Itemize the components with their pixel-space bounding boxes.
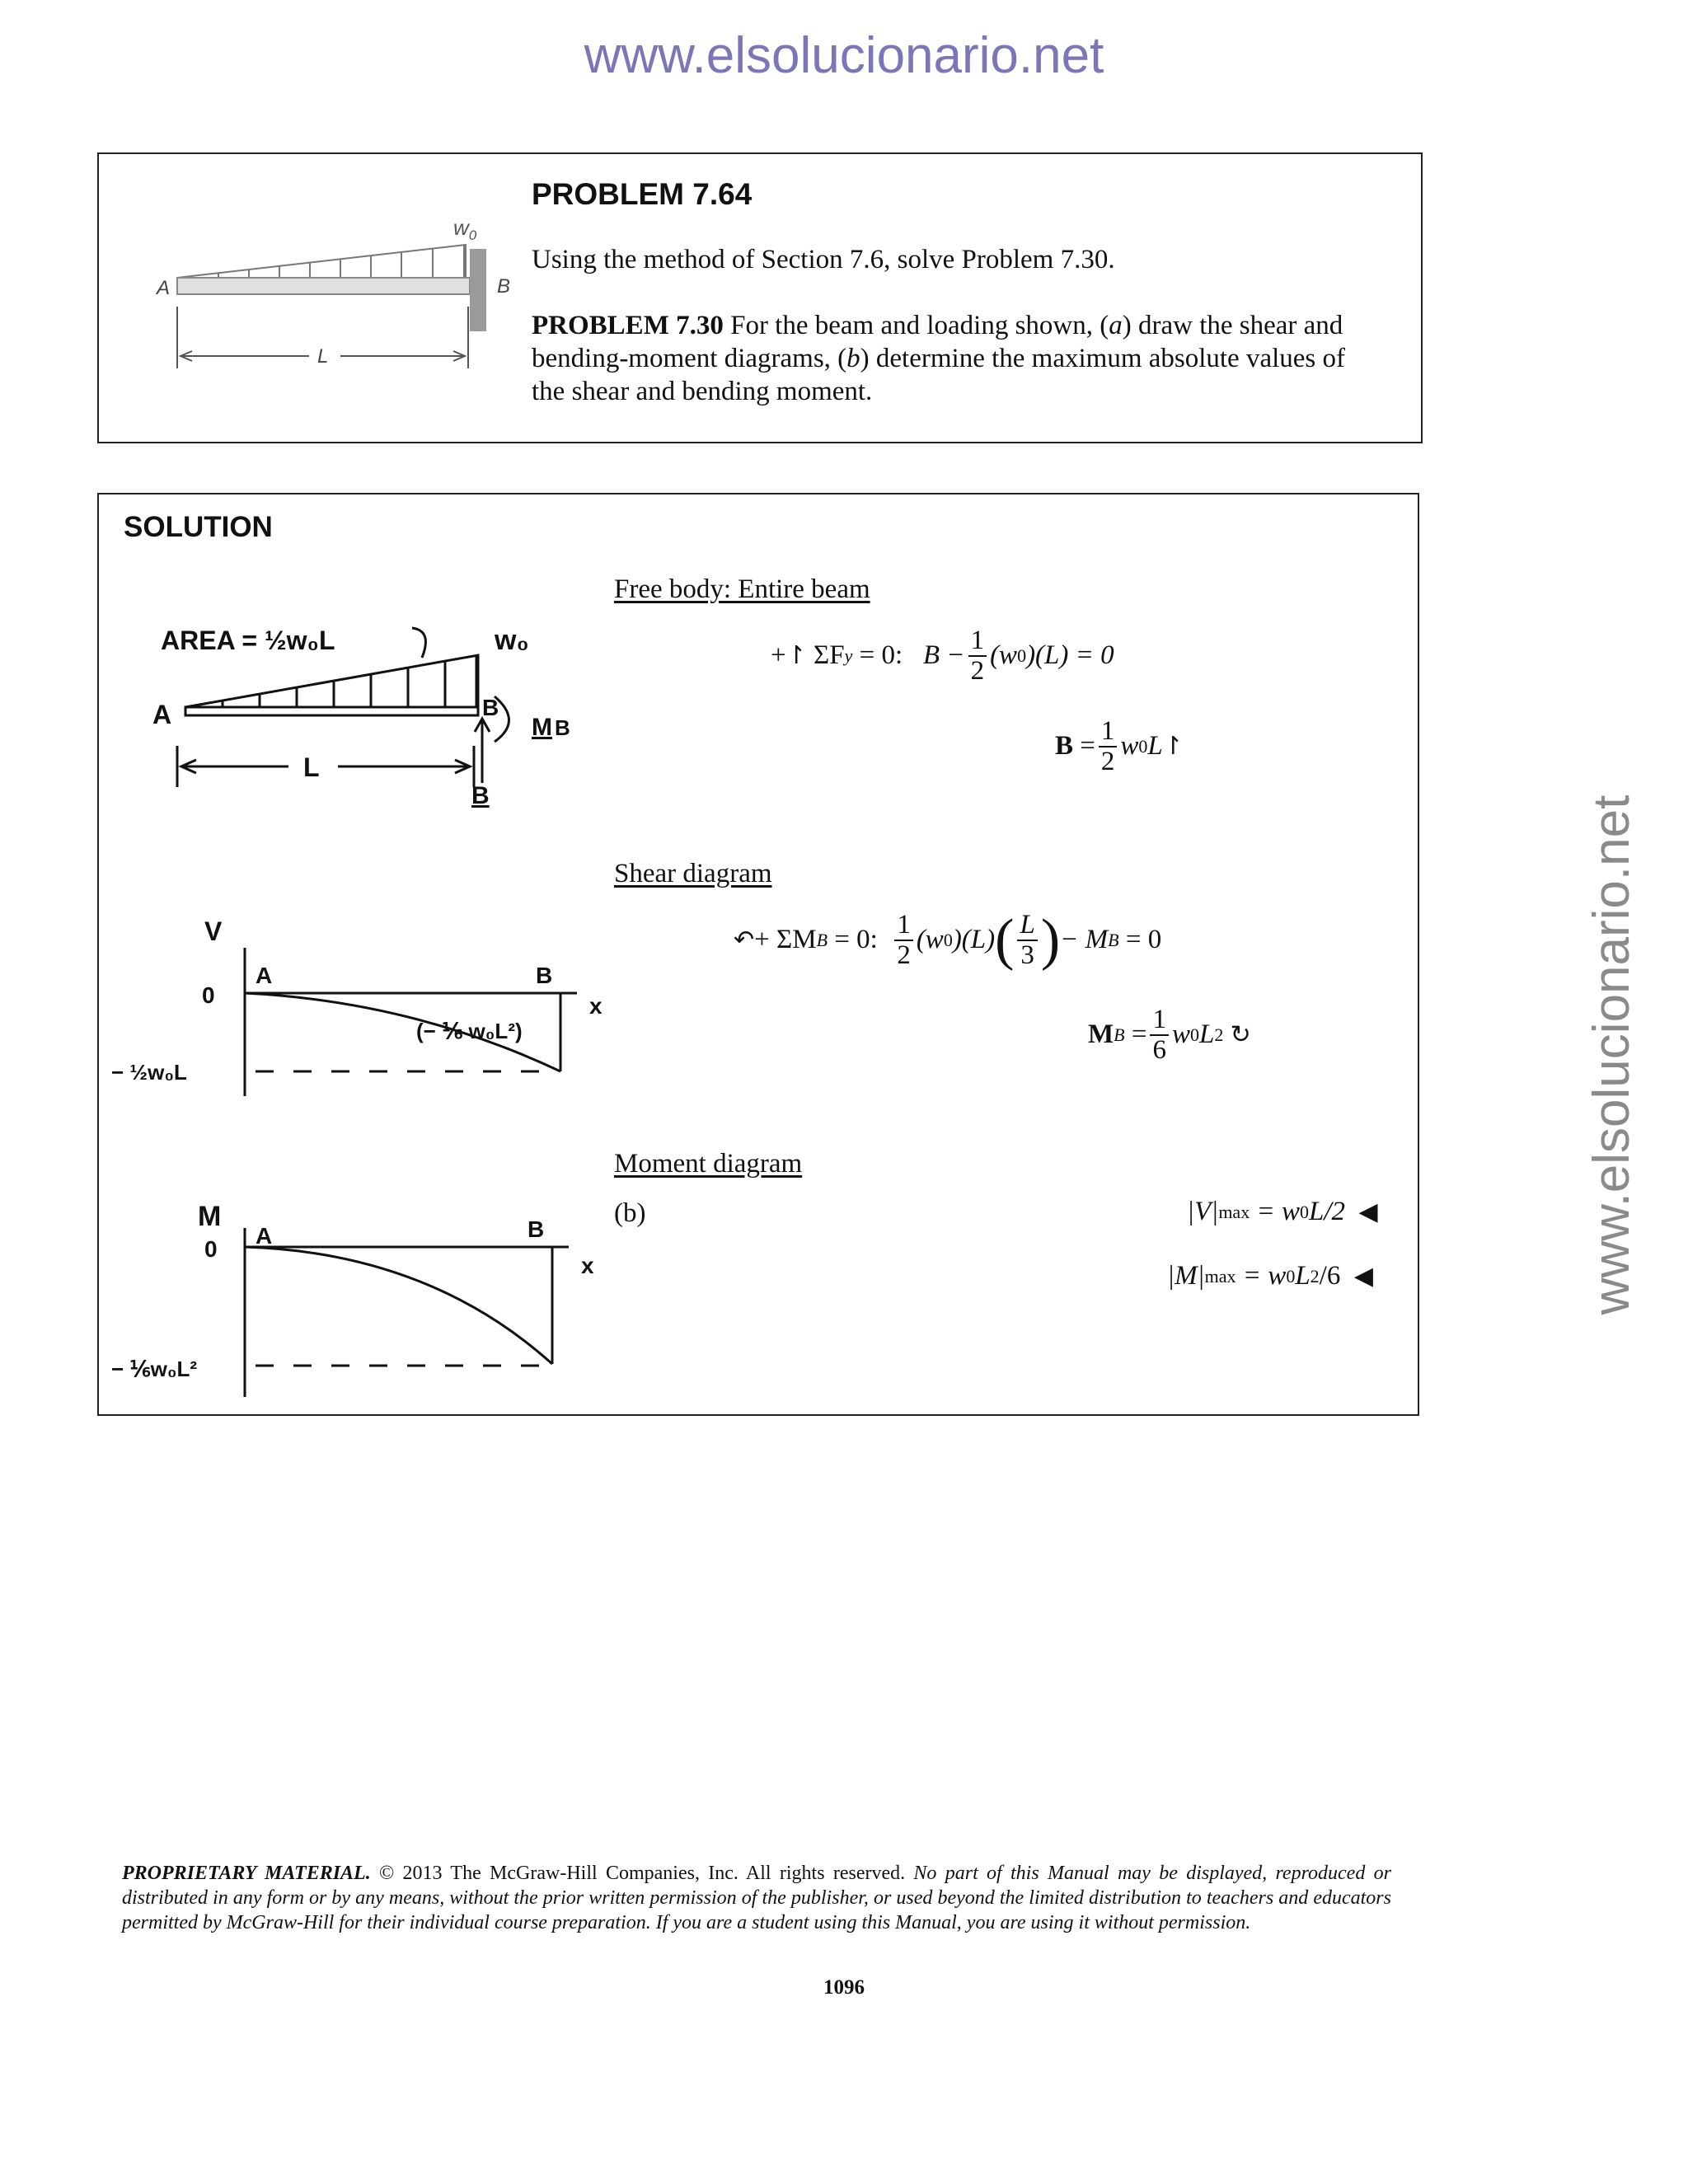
shear-label-a: A (256, 963, 273, 988)
fb-label-b: B (482, 695, 499, 720)
fb-moment-label: M B (532, 714, 570, 741)
fb-dimension (177, 746, 474, 787)
fig-load-label: $w_0$ (453, 215, 477, 243)
fig-label-a: A (157, 277, 171, 299)
fb-label-a: A (152, 700, 172, 729)
moment-label-b: B (528, 1216, 545, 1242)
shear-heading: Shear diagram (614, 859, 772, 888)
answer-max-moment: |M| max = w 0 L 2 /6 ◀ (1167, 1261, 1373, 1291)
moment-axis-m: M (198, 1201, 222, 1232)
fig-label-b: B (497, 275, 511, 298)
moment-heading: Moment diagram (614, 1149, 803, 1179)
shear-equation-moment-b: M B = $\frac{1}{6}$ w 0 L 2 ↻ (1088, 1005, 1251, 1065)
shear-zero: 0 (202, 982, 215, 1008)
answer-max-shear: |V| max = w 0 L/2 ◀ (1187, 1197, 1378, 1226)
proprietary-footer: PROPRIETARY MATERIAL. © 2013 The McGraw-Hill Companies, Inc. All rights reserved. No part of this Manual may be displayed, reproduced or distributed in any form or by any means, without the prior written permission of the publisher, or used beyond the limited distribution to teachers and educators permitted by McGraw-Hill for their individual course preparation. If you are a student using this Manual, you are using it without permission. (122, 1863, 1391, 1933)
shear-sketch (111, 911, 626, 1100)
fb-beam (185, 707, 478, 715)
fb-load-label: w₀ (495, 625, 529, 656)
free-body-heading: Free body: Entire beam (614, 574, 870, 604)
fb-area-pointer (412, 628, 425, 658)
moment-sketch (111, 1191, 626, 1405)
fb-reaction-label: B (471, 782, 490, 809)
shear-equation-sum-moments: ↶ + ΣM B = 0: $\frac{1}{2}$ (w 0 )(L) ( $\frac{L}{3}$ ) − M B = 0 (734, 907, 1162, 972)
moment-curve (245, 1247, 552, 1364)
problem-reference: PROBLEM 7.30 For the beam and loading shown, (a) draw the shear and bending-moment diagrams, (b) determine the maximum absolute values of the shear and bending moment. (532, 311, 1345, 406)
fig-wall (470, 249, 486, 331)
free-body-sketch (115, 618, 610, 808)
fb-load-arrows (223, 656, 476, 707)
part-b-label: (b) (614, 1198, 646, 1228)
watermark-top: www.elsolucionario.net (584, 27, 1104, 84)
problem-figure (120, 212, 511, 459)
shear-min-label: − ½w₀L (111, 1060, 187, 1085)
moment-min-label: − ⅙w₀L² (111, 1357, 198, 1381)
shear-curve-label: (− ⅙ w₀L²) (416, 1019, 523, 1043)
problem-title: PROBLEM 7.64 (532, 177, 753, 211)
fig-beam (177, 278, 470, 294)
fb-equation-sum-forces: + ↾ ΣF y = 0: B − $\frac{1}{2}$ (w 0 )(L) = 0 (771, 626, 1114, 686)
page-number: 1096 (823, 1976, 865, 1999)
shear-label-x: x (589, 993, 603, 1019)
solution-title: SOLUTION (124, 511, 273, 543)
watermark-side: www.elsolucionario.net (1583, 794, 1640, 1315)
shear-axis-v: V (204, 916, 223, 946)
problem-instruction: Using the method of Section 7.6, solve Problem 7.30. (532, 245, 1115, 274)
moment-zero: 0 (204, 1236, 218, 1262)
fb-area-label: AREA = ½w₀L (161, 626, 335, 655)
fb-load-triangle (185, 655, 478, 707)
moment-label-x: x (581, 1253, 594, 1278)
problem-box (97, 152, 1423, 443)
shear-label-b: B (536, 963, 553, 988)
moment-label-a: A (256, 1223, 273, 1249)
solution-box (97, 493, 1419, 1416)
fig-load-triangle (177, 245, 466, 278)
fb-equation-reaction: B = $\frac{1}{2}$ w 0 L ↾ (1055, 716, 1184, 776)
fb-label-l: L (303, 752, 320, 782)
fig-label-l: L (317, 345, 329, 368)
